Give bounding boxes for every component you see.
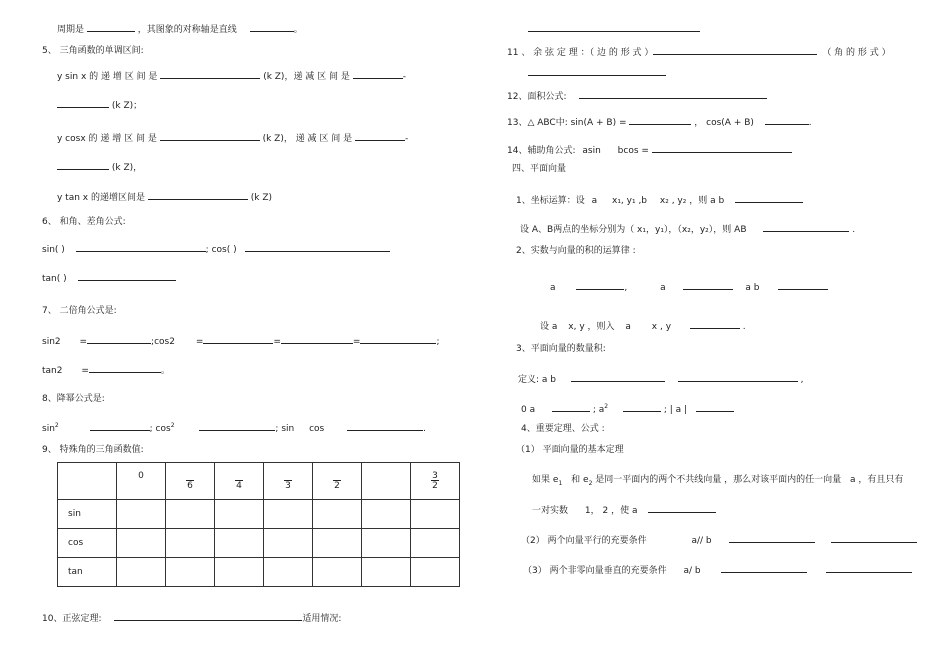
blank [245,242,390,252]
row-label: tan [58,558,117,587]
blank [355,131,405,141]
q9-title: 9、 特殊角的三角函数值: [42,445,144,455]
header-cell: 6 [166,463,215,500]
blank [579,89,767,99]
q7-tan2-line: tan2 = 。 [42,363,170,377]
q6-sin-cos-line: sin( ) ; cos( ) [42,242,390,256]
q5-sin-line2: (k Z)； [57,98,142,112]
header-cell: 2 [313,463,362,500]
q8-title: 8、降幂公式是: [42,394,105,404]
q6-tan-line: tan( ) [42,271,176,285]
table-header-row [58,463,460,500]
q14-line: 14、辅助角公式: asin bcos = [507,143,792,157]
blank [653,45,817,55]
q10-line: 10、正弦定理: 适用情况: [42,611,341,625]
period-line: 周期是 ，其图象的对称轴是直线 。 [57,22,303,36]
blank [729,533,815,543]
v3-line2: 0 a ; $a^2$ ; | a | [521,401,734,416]
blank [347,421,423,431]
blank [360,334,436,344]
top-blank-line [528,22,700,36]
q11-line2 [528,66,666,80]
v2-line: a , a a b [550,280,828,294]
blank [831,533,917,543]
blank [160,69,260,79]
q8-line: $\sin^2$ ; $\cos^2$ ; sin cos . [42,422,426,434]
blank [623,402,661,412]
header-cell: 3 [264,463,313,500]
table-row [58,500,460,529]
table-corner [58,463,117,500]
blank [57,98,109,108]
v4-title: 4、重要定理、公式 : [521,424,605,434]
table-row [58,558,460,587]
blank [528,66,666,76]
blank [203,334,273,344]
v2b-line: 设 a x, y ，则入 a x , y . [540,319,746,333]
header-cell [362,463,411,500]
v4-t1-text: 如果 $e_1$ 和 $e_2$ 是同一平面内的两个不共线向量 ，那么对该平面内的任一向量 a ，有且只有 [532,475,904,487]
blank [114,611,302,621]
blank [629,115,691,125]
v3-def-line: 定义: a b , [518,372,803,386]
blank [78,271,176,281]
blank [199,421,275,431]
blank [571,372,665,382]
blank [652,143,792,153]
blank [735,193,803,203]
q11-line: 11 、 余 弦 定 理 ：（ 边 的 形 式 ） （ 角 的 形 式 ） [507,45,891,59]
q5-sin-line: y sin x 的 递 增 区 间 是 (k Z)，递 减 区 间 是 - [57,69,406,83]
q12-line: 12、面积公式: [507,89,767,103]
q7-sin2-line: sin2 = ;cos2 = = = ; [42,334,440,348]
blank [89,363,161,373]
section-vectors: 四、平面向量 [512,164,567,174]
row-label: cos [58,529,117,558]
blank [778,280,828,290]
v4-t3: （3） 两个非零向量垂直的充要条件 a/ b [523,563,912,577]
blank [87,22,135,32]
q5-cos-line: y cosx 的 递 增 区 间 是 (k Z)， 递 减 区 间 是 - [57,131,408,145]
q7-title: 7、 二倍角公式是: [42,306,117,316]
blank [826,563,912,573]
blank [76,242,206,252]
table-row [58,529,460,558]
v1-line: 1、坐标运算：设 a x₁, y₁ ,b x₂ , y₂ ，则 a b [516,193,803,207]
blank [576,280,624,290]
header-cell: 4 [215,463,264,500]
blank [648,503,716,513]
blank [721,563,807,573]
blank [353,69,403,79]
blank [765,115,809,125]
blank [528,22,700,32]
blank [696,402,734,412]
blank [148,190,248,200]
v4-t2: （2） 两个向量平行的充要条件 a// b [521,533,917,547]
q6-title: 6、 和角、差角公式: [42,217,126,227]
row-label: sin [58,500,117,529]
blank [678,372,798,382]
v2-title: 2、实数与向量的积的运算律 : [516,246,636,256]
v4-t1-text2: 一对实数 1， 2 ，使 a [532,503,716,517]
v1b-line: 设 A、B两点的坐标分别为（ x₁，y₁），（x₂，y₂），则 AB . [520,222,855,236]
q5-cos-line2: (k Z)， [57,160,142,174]
v4-t1: （1） 平面向量的基本定理 [516,445,624,455]
header-cell: $\frac{3}{2}$ [411,463,460,500]
blank [281,334,353,344]
blank [87,334,151,344]
q5-title: 5、 三角函数的单调区间: [42,46,144,56]
blank [552,402,590,412]
blank [763,222,849,232]
blank [57,160,109,170]
blank [683,280,733,290]
blank [160,131,260,141]
blank [250,22,294,32]
blank [90,421,150,431]
special-angle-table [57,462,460,587]
v3-title: 3、平面向量的数量积: [516,344,606,354]
header-cell: 0 [117,463,166,500]
q5-tan-line: y tan x 的递增区间是 (k Z) [57,190,272,204]
blank [690,319,740,329]
q13-line: 13、△ ABC中: sin(A + B) = ， cos(A + B) . [507,115,812,129]
